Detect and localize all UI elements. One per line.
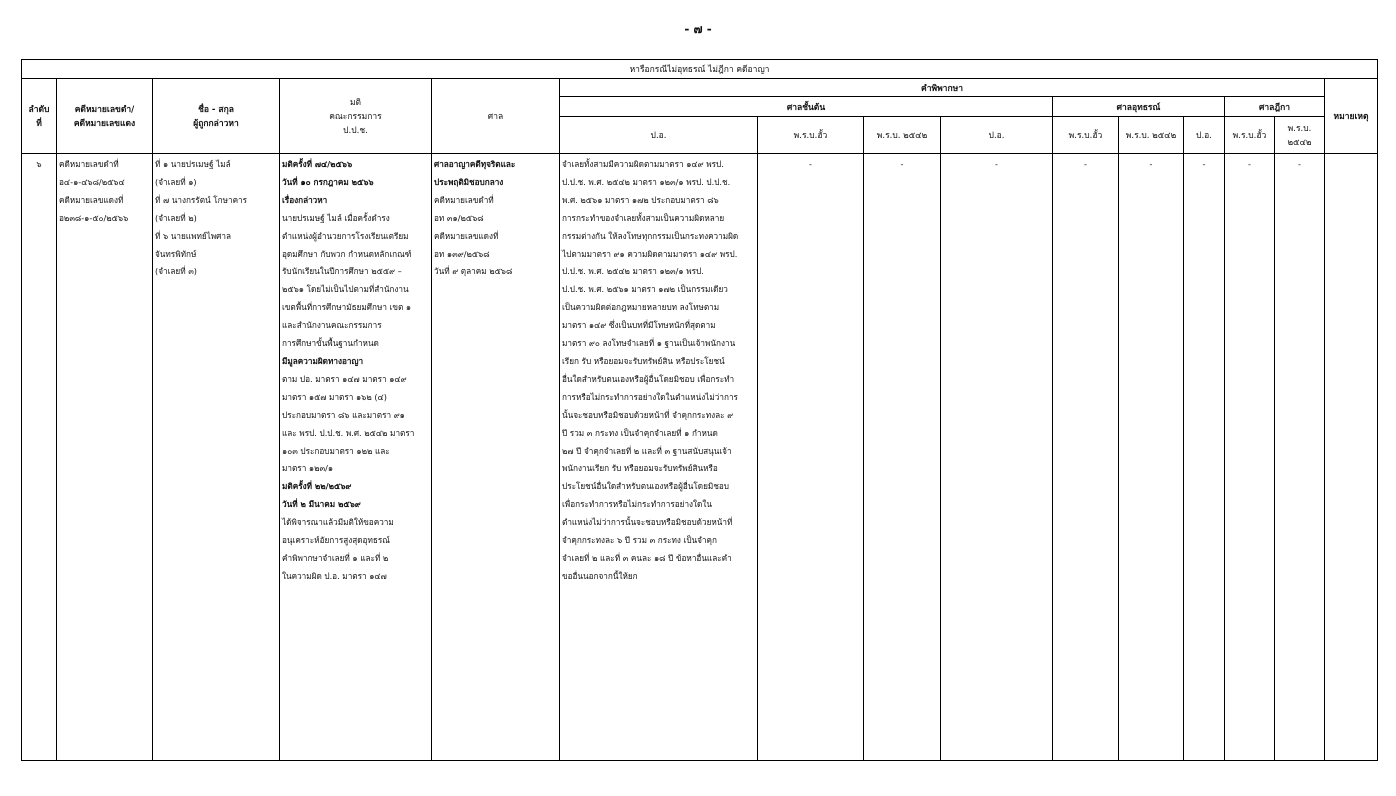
text-line: และ พรป. ป.ป.ช. พ.ศ. ๒๕๔๒ มาตรา [282,427,415,438]
cell-resolution [280,154,432,761]
text-line: ขออื่นนอกจากนี้ให้ยก [562,570,638,581]
text-line: อท ๓๑/๒๕๖๘ [434,212,484,223]
header-court-appeal: ศาลอุทธรณ์ [1053,97,1225,117]
header-supreme-po: ป.อ. [1184,117,1225,154]
text-line: จำเลยทั้งสามมีความผิดตามมาตรา ๑๔๙ พรป. [562,159,724,169]
header-remark: หมายเหตุ [1325,79,1378,154]
header-supreme-prb-2542: พ.ร.บ. ๒๕๔๒ [1275,117,1325,154]
header-name: ชื่อ - สกุล ผู้ถูกกล่าวหา [153,79,280,154]
text-line: ตำแหน่งผู้อำนวยการโรงเรียนเตรียม [282,230,409,241]
header-court: ศาล [432,79,560,154]
text-line: การศึกษาขั้นพื้นฐานกำหนด [282,338,379,349]
text-line: กรรมต่างกัน ให้ลงโทษทุกกรรมเป็นกระทงความผิด [562,230,739,241]
cell-order: ๖ [22,154,57,761]
text-line: วันที่ ๒ มีนาคม ๒๕๖๙ [282,499,361,510]
header-case-number: คดีหมายเลขดำ/ คดีหมายเลขแดง [57,79,153,154]
header-first-prb-2542: พ.ร.บ. ๒๕๔๒ [864,117,941,154]
header-supreme-prb-old: พ.ร.บ.ฮั้ว [1225,117,1275,154]
text-line: ในความผิด ป.อ. มาตรา ๑๔๗ [282,570,387,581]
text-line: ๑๐๓ ประกอบมาตรา ๑๒๒ และ [282,445,390,456]
text-line: ๒๕๖๑ โดยไม่เป็นไปตามที่สำนักงาน [282,284,409,295]
text-line: ศาลอาญาคดีทุจริตและ [434,159,516,169]
text-line: เรียก รับ หรือยอมจะรับทรัพย์สิน หรือประโยชน์ [562,355,725,366]
cell-remark [1325,154,1378,761]
header-appeal-prb-old: พ.ร.บ.ฮั้ว [1053,117,1119,154]
cell-names: ที่ ๑ นายปรเมษฐ์ ไมล์ (จำเลยที่ ๑) ที่ ๗ นางกรรัตน์ โกษาคาร (จำเลยที่ ๒) ที่ ๖ นายแพทย์ไพศาล จันทรพิทักษ์ (จำเลยที่ ๓) [153,154,280,761]
text-line: มาตรา ๙๐ ลงโทษจำเลยที่ ๑ ฐานเป็นเจ้าพนักงาน [562,338,736,349]
header-judgment: คำพิพากษา [560,79,1325,97]
cell-appeal-prb-2542: - [1119,154,1184,761]
text-line: คดีหมายเลขแดงที่ [434,230,499,241]
cell-supreme-po: - [1184,154,1225,761]
text-line: เป็นความผิดต่อกฎหมายหลายบท ลงโทษตาม [562,302,720,313]
text-line: เรื่องกล่าวหา [282,194,328,205]
header-appeal-prb-2542: พ.ร.บ. ๒๕๔๒ [1119,117,1184,154]
page-number: - ๗ - [684,22,712,36]
cell-supreme-prb-old: - [1225,154,1275,761]
text-line: มติครั้งที่ ๗๔/๒๕๖๖ [282,159,353,169]
text-line: พนักงานเรียก รับ หรือยอมจะรับทรัพย์สินหรือ [562,463,718,474]
text-line: ประพฤติมิชอบกลาง [434,176,504,187]
text-line: คดีหมายเลขดำที่ [434,194,494,205]
text-line: เพื่อกระทำการหรือไม่กระทำการอย่างใดใน [562,499,712,510]
text-line: นายปรเมษฐ์ ไมล์ เมื่อครั้งดำรง [282,212,390,223]
text-line: วันที่ ๙ ตุลาคม ๒๕๖๘ [434,266,513,277]
text-line: ตำแหน่งไม่ว่าการนั้นจะชอบหรือมิชอบด้วยหน้าที่ [562,517,733,528]
cell-first-po [560,154,758,761]
text-line: มาตรา ๑๕๗ มาตรา ๑๖๒ (๔) [282,391,387,402]
text-line: มีมูลความผิดทางอาญา [282,355,364,366]
cell-appeal-po: - [941,154,1053,761]
text-line: ไปตามมาตรา ๙๑ ความผิดตามมาตรา ๑๔๙ พรป. [562,248,738,259]
text-line: และสำนักงานคณะกรรมการ [282,320,382,331]
text-line: ประกอบมาตรา ๘๖ และมาตรา ๙๑ [282,409,405,420]
text-line: อนุเคราะห์อัยการสูงสุดอุทธรณ์ [282,535,390,546]
text-line: อุดมศึกษา กับพวก กำหนดหลักเกณฑ์ [282,248,412,259]
text-line: มติครั้งที่ ๒๒/๒๕๖๙ [282,481,352,492]
text-line: อื่นใดสำหรับตนเองหรือผู้อื่นโดยมิชอบ เพื่อกระทำ [562,373,735,384]
text-line: ได้พิจารณาแล้วมีมติให้ขอความ [282,517,394,528]
text-line: คำพิพากษาจำเลยที่ ๑ และที่ ๒ [282,552,389,563]
text-line: ๒๗ ปี จำคุกจำเลยที่ ๒ และที่ ๓ ฐานสนับสนุนเจ้า [562,445,732,456]
header-resolution: มติ คณะกรรมการ ป.ป.ช. [280,79,432,154]
cell-appeal-prb-old: - [1053,154,1119,761]
text-line: เขตพื้นที่การศึกษามัธยมศึกษา เขต ๑ [282,302,412,313]
text-line: ตาม ปอ. มาตรา ๑๔๗ มาตรา ๑๔๙ [282,373,407,384]
text-line: มาตรา ๑๒๓/๑ [282,463,334,474]
cell-case-number: คดีหมายเลขดำที่ อ๔-๑-๔๖๘/๒๕๖๔ คดีหมายเลขแดงที่ อ๒๓๘-๑-๕๐/๒๕๖๖ [57,154,153,761]
header-order: ลำดับ ที่ [22,79,57,154]
header-first-prb-old: พ.ร.บ.ฮั้ว [758,117,864,154]
cell-first-prb-2542: - [864,154,941,761]
text-line: อท ๑๓๙/๒๕๖๘ [434,248,490,259]
text-line: การหรือไม่กระทำการอย่างใดในตำแหน่งไม่ว่าการ [562,391,738,402]
text-line: นั้นจะชอบหรือมิชอบด้วยหน้าที่ จำคุกกระทงละ ๙ [562,409,734,420]
header-court-first: ศาลชั้นต้น [560,97,1053,117]
text-line: ประโยชน์อื่นใดสำหรับตนเองหรือผู้อื่นโดยมิชอบ [562,481,729,492]
text-line: ป.ป.ช. พ.ศ. ๒๕๖๑ มาตรา ๑๗๒ เป็นกรรมเดียว [562,284,728,295]
text-line: พ.ศ. ๒๕๖๑ มาตรา ๑๗๒ ประกอบมาตรา ๘๖ [562,194,719,205]
text-line: จำคุกกระทงละ ๖ ปี รวม ๓ กระทง เป็นจำคุก [562,535,717,546]
cell-supreme-prb-2542: - [1275,154,1325,761]
text-line: มาตรา ๑๔๙ ซึ่งเป็นบทที่มีโทษหนักที่สุดตาม [562,320,716,331]
header-appeal-po: ป.อ. [941,117,1053,154]
case-table [21,59,1378,761]
table-title: หารือกรณีไม่อุทธรณ์ ไม่ฎีกา คดีอาญา [22,60,1378,79]
header-first-po: ป.อ. [560,117,758,154]
text-line: การกระทำของจำเลยทั้งสามเป็นความผิดหลาย [562,212,725,223]
text-line: ปี รวม ๓ กระทง เป็นจำคุกจำเลยที่ ๑ กำหนด [562,427,718,438]
text-line: ป.ป.ช. พ.ศ. ๒๕๔๒ มาตรา ๑๒๓/๑ พรป. [562,266,704,277]
cell-court [432,154,560,761]
text-line: ป.ป.ช. พ.ศ. ๒๕๔๒ มาตรา ๑๒๓/๑ พรป. ป.ป.ช. [562,176,731,187]
table-row [22,154,1378,761]
header-court-supreme: ศาลฎีกา [1225,97,1325,117]
text-line: วันที่ ๑๐ กรกฎาคม ๒๕๖๖ [282,176,374,187]
text-line: รับนักเรียนในปีการศึกษา ๒๕๕๙ – [282,266,402,277]
text-line: จำเลยที่ ๒ และที่ ๓ คนละ ๑๘ ปี ข้อหาอื่นและคำ [562,552,732,563]
cell-first-prb-old: - [758,154,864,761]
